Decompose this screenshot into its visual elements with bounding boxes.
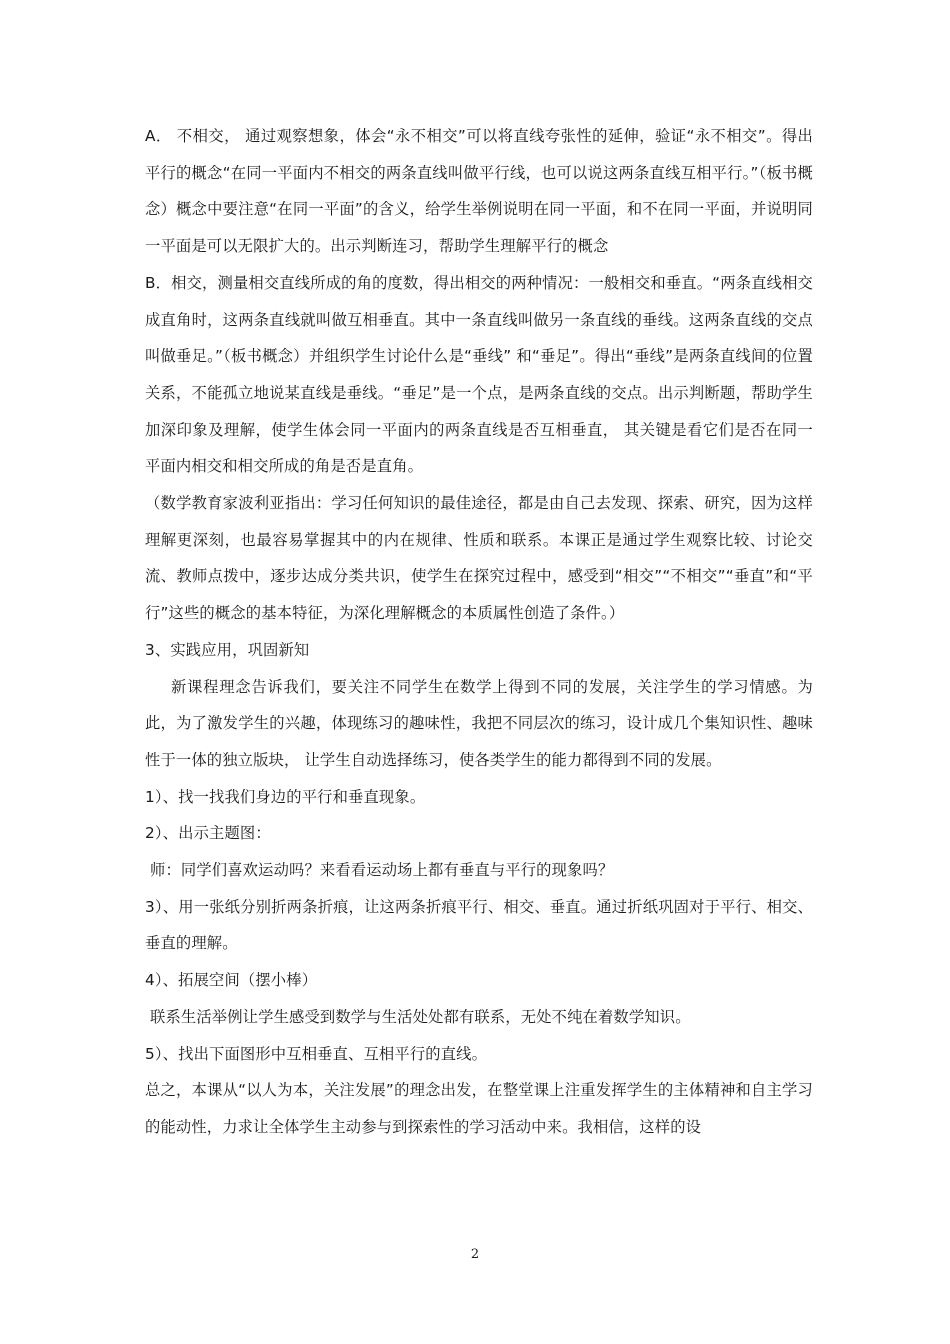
exercise-2: 2）、出示主题图： bbox=[145, 824, 271, 843]
exercise-5: 5）、找出下面图形中互相垂直、互相平行的直线。 bbox=[145, 1044, 488, 1063]
paragraph-curriculum-idea: 新课程理念告诉我们，要关注不同学生在数学上得到不同的发展，关注学生的学习情感。为此，为了激发学生的兴趣，体现练习的趣味性，我把不同层次的练习，设计成几个集知识性、趣味性于一体的独立版块， 让学生自动选择练习，使各类学生的能力都得到不同的发展。 bbox=[145, 677, 813, 769]
paragraph-polya-note: （数学教育家波利亚指出：学习任何知识的最佳途径，都是由自己去发现、探索、研究，因为这样理解更深刻，也最容易掌握其中的内在规律、性质和联系。本课正是通过学生观察比较、讨论交流、教师点拨中，逐步达成分类共识，使学生在探究过程中，感受到“相交”“不相交”“垂直”和“平行”这些的概念的基本特征，为深化理解概念的本质属性创造了条件。） bbox=[145, 494, 813, 623]
page-number: 2 bbox=[470, 1247, 480, 1262]
exercise-4-detail: 联系生活举例让学生感受到数学与生活处处都有联系，无处不纯在着数学知识。 bbox=[150, 1007, 691, 1026]
section-heading-practice: 3、实践应用，巩固新知 bbox=[145, 640, 310, 659]
paragraph-summary: 总之，本课从“以人为本，关注发展”的理念出发，在整堂课上注重发挥学生的主体精神和自主学习的能动性，力求让全体学生主动参与到探索性的学习活动中来。我相信，这样的设 bbox=[145, 1081, 813, 1136]
teacher-question: 师：同学们喜欢运动吗？来看看运动场上都有垂直与平行的现象吗？ bbox=[150, 861, 614, 880]
paragraph-a-not-intersect: A． 不相交， 通过观察想象，体会“永不相交”可以将直线夸张性的延伸，验证“永不相交”。得出平行的概念“在同一平面内不相交的两条直线叫做平行线，也可以说这两条直线互相平行。”（板书概念）概念中要注意“在同一平面”的含义，给学生举例说明在同一平面，和不在同一平面，并说明同一平面是可以无限扩大的。出示判断连习，帮助学生理解平行的概念 bbox=[145, 127, 813, 256]
paragraph-b-intersect: B．相交，测量相交直线所成的角的度数，得出相交的两种情况：一般相交和垂直。“两条直线相交成直角时，这两条直线就叫做互相垂直。其中一条直线叫做另一条直线的垂线。这两条直线的交点叫做垂足。”（板书概念）并组织学生讨论什么是“垂线” 和“垂足”。得出“垂线”是两条直线间的位置关系，不能孤立地说某直线是垂线。“垂足”是一个点，是两条直线的交点。出示判断题，帮助学生加深印象及理解，使学生体会同一平面内的两条直线是否互相垂直， 其关键是看它们是否在同一平面内相交和相交所成的角是否是直角。 bbox=[145, 273, 813, 476]
exercise-1: 1）、找一找我们身边的平行和垂直现象。 bbox=[145, 787, 426, 806]
exercise-4: 4）、拓展空间（摆小棒） bbox=[145, 971, 318, 990]
document-body bbox=[145, 118, 813, 1146]
exercise-3: 3）、用一张纸分别折两条折痕，让这两条折痕平行、相交、垂直。通过折纸巩固对于平行、相交、垂直的理解。 bbox=[145, 897, 813, 953]
